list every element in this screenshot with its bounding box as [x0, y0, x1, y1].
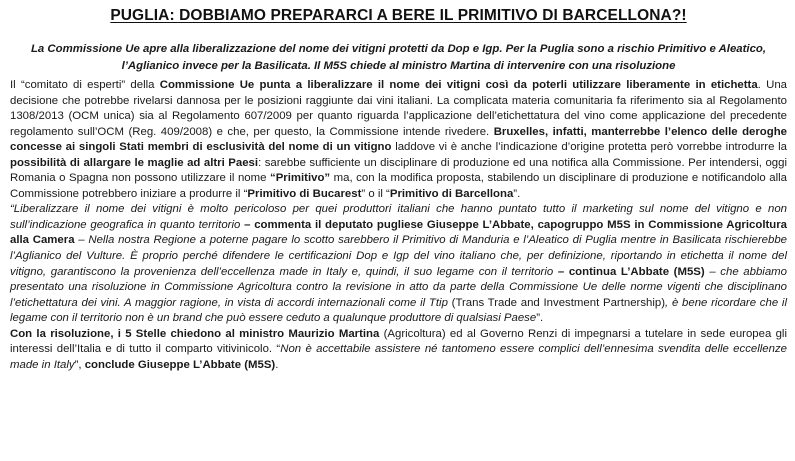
p2-bold-continua: – continua L’Abbate (M5S): [553, 265, 705, 278]
p3-text: ”,: [74, 358, 85, 371]
p1-text: ” o il “: [361, 187, 390, 200]
p1-bold-primitivo: “Primitivo”: [270, 172, 331, 185]
p1-bold-possibility: possibilità di allargare le maglie ad altri Paesi: [10, 156, 259, 169]
p1-bold-barcellona: Primitivo di Barcellona: [389, 187, 514, 200]
p3-text: .: [275, 358, 279, 371]
p2-quote: “Liberalizzare il nome dei vitigni è molto pericoloso per quei produttori italiani che hanno puntato tutto il marketing sul nome del vitigno e non sull’indicazione geografica in quanto territorio: [10, 203, 787, 231]
p1-text: laddove vi è anche l’indicazione d’origine protetta però vorrebbe introdurre la: [391, 141, 787, 154]
paragraph-3: [10, 327, 787, 374]
paragraph-2: [10, 202, 787, 326]
article-subtitle: [10, 41, 787, 74]
subtitle-line-1: La Commissione Ue apre alla liberalizzazione del nome dei vitigni protetti da Dop e Igp. Per la Puglia sono a rischio Primitivo e Aleatico,: [30, 43, 767, 55]
p2-quote: , è bene ricordare che il legame con il territorio non è un brand che può essere ceduto a qualunque produttore di qualsiasi Paese: [10, 296, 787, 325]
p2-quote: – che abbiamo presentato una risoluzione in Commissione Agricoltura contro la revisione in atto da parte della Commissione Ue delle norme vigenti che disciplinano l’etichettatura dei vini. A maggior ragione, in vista di accordi internazionali come il Ttip: [10, 265, 787, 309]
p1-text: ”.: [513, 187, 521, 200]
article-body: [10, 78, 787, 373]
p2-ttip-expansion: (Trans Trade and Investment Partnership): [447, 296, 666, 309]
p1-text: Il “comitato di esperti” della: [10, 79, 160, 91]
p3-quote: Non è accettabile assistere né tantomeno essere complici dell’ennesima svendita delle eccellenze made in Italy: [10, 343, 787, 371]
paragraph-1: [10, 78, 787, 202]
p2-bold-attribution: – commenta il deputato pugliese Giuseppe L’Abbate, capogruppo M5S in Commissione Agricoltura alla Camera: [10, 218, 788, 247]
p3-text: (Agricoltura) ed al Governo Renzi di impegnarsi a tutelare in sede europea gli interessi dell’Italia e di tutto il comparto vitivinicolo. “: [10, 327, 787, 356]
p2-text: ”.: [536, 312, 544, 325]
p1-bold-bruxelles: Bruxelles, infatti, manterrebbe l’elenco delle deroghe concesse ai singoli Stati membri di esclusività del nome di un vitigno: [10, 125, 788, 154]
p2-quote: – Nella nostra Regione a poterne pagare lo scotto sarebbero il Primitivo di Manduria e l’Aleatico di Puglia mentre in Basilicata rischierebbe l’Aglianico del Vulture. È proprio perché difendere le certificazioni Dop e Igp del vino italiano che, per definizione, riportando in etichetta il nome del vitigno, garantiscono la provenienza dell’eccellenza made in Italy e, quindi, il suo legame con il territorio: [10, 234, 787, 278]
p1-text: . Una decisione che potrebbe rivelarsi dannosa per le posizioni raggiunte dai vini italiani. La complicata materia comunitaria fa riferimento sia al Regolamento 1308/2013 (OCM unica) sia al Regolamento 607/2009 per quanto riguarda l’applicazione dell’etichettatura del vino come applicazione del precedente regolamento sull’OCM (Reg. 409/2008) e che, per questo, la Commissione intende rivedere.: [10, 79, 787, 138]
p1-text: ma, con la modifica proposta, stabilendo un disciplinare di produzione e notificandolo alla Commissione potrebbero iniziare a produrre il “: [10, 172, 787, 200]
p3-bold-conclude: conclude Giuseppe L’Abbate (M5S): [84, 358, 276, 371]
p1-bold-bucarest: Primitivo di Bucarest: [247, 187, 362, 200]
p3-bold-resolution: Con la risoluzione, i 5 Stelle chiedono al ministro Maurizio Martina: [10, 327, 380, 340]
subtitle-line-2: l’Aglianico invece per la Basilicata. Il M5S chiede al ministro Martina di intervenire con una risoluzione: [121, 59, 676, 72]
article-title: PUGLIA: DOBBIAMO PREPARARCI A BERE IL PRIMITIVO DI BARCELLONA?!: [110, 7, 687, 24]
p1-bold-commission: Commissione Ue punta a liberalizzare il nome dei vitigni così da poterli utilizzare liberamente in etichetta: [159, 79, 758, 91]
p1-text: : sarebbe sufficiente un disciplinare di produzione ed una notifica alla Commissione. Per intendersi, oggi Romania o Spagna non possono utilizzare il nome: [10, 156, 787, 185]
